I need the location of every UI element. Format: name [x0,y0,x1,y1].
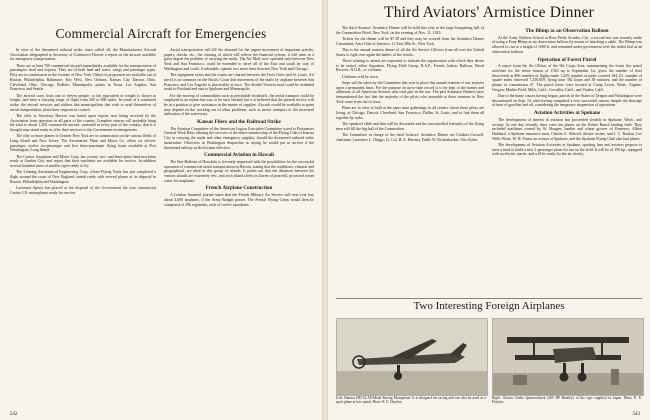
left-page-column-1 [10,48,156,408]
airplane-photo-left-image [337,319,487,395]
left-page-column-2 [164,48,314,408]
body-paragraph: Uniforms will be worn. [342,74,379,79]
foreign-airplanes-heading: Two Interesting Foreign Airplanes [413,300,565,312]
right-page [328,0,650,420]
body-paragraph: For the moving of commodities such as perishable foodstuffs, the aerial transport could be employed to an extent that was, to be sure, limited, but it is believed that the present service will be in a position to give assistance in the matter of supplies. Aircraft would be available to point may depend on the working out of other problems, such as motor transport or the increased utilization of the waterways. [164,93,314,117]
body-paragraph: Plans are in view to hold at the same time gatherings in all centers where these pilots are living, at Chicago, Detroit, Cleveland, San Francisco, Dallas, St. Louis, and to link them all together by radio. [336,106,484,120]
left-page-number: 542 [10,412,18,417]
hanriot-photo-caption: Left: Hanriot HD-32 All-Metal Racing Monoplane. It is designed for racing and can also be used as a sport plane at low speed. Photo N. E. Dreyfus [336,396,486,405]
right-page-number: 543 [632,412,640,417]
gloster-grebe-photo [492,318,644,396]
body-paragraph: The fifty or more planes in Greater New York are in commission on the various fields of Long Island and New Jersey. The Aeromarine Plane and Motor Co. offers six eleven-passenger, twelve six-passenger and five three-passenger flying boats available at Port Washington, Long Island. [10,134,156,153]
body-paragraph: The Curtiss Aeroplane and Motor Corp. has twenty, two- and three-place land machines ready at Garden City, and report that their machines are available for service. In addition several hundred more of smaller types ready to fly. [10,154,156,169]
body-paragraph: This is the annual reunion dinner of all the Air Service Officers from all over the United States to fight over again the battles of the clouds. [336,48,484,57]
body-paragraph: The speaker's table and dais will be decorated and the uncontrolled fraternity of the flying men will fill the big hall of the Commodore. [336,121,484,131]
section-rule [336,298,642,299]
body-paragraph: Due to the many causes having begun, patrols in the States of Oregon and Washington were discontinued on Sept. 10, after having completed a very successful season, despite the shortage of time of gasoline and oil, considering the temporary suspension of operations. [492,94,642,108]
body-paragraph: The offer to Secretary Hoover was based upon reports now being received by the Association from operators in all parts of the country. Complete returns will probably bring the total to about 1,200 commercial aircraft, stationed in every part of the country, that it is thought may stand ready to offer their services to the Government in emergencies. [10,113,156,133]
body-paragraph: Steps will be taken by the Committee this year to place this annual reunion of war aviators upon a permanent basis. For the purpose an up-to-date record is to be kept of the names and addresses of all American Aviators who took part in the war. The past Armistice Dinners have demonstrated the fact that the majority of the pilots who assemble at these reunions in New York come from out of town. [336,81,484,104]
body-paragraph: The equipment exists and the routes are charted between the Twin Cities and St. Louis. Air travel is so common on the Pacific Coast that movement of the mails by airplane between San Francisco and Los Angeles is practicable at once. The Seattle-Victoria mail could be extended south to Portland and east to Spokane and Minneapolis. [164,73,314,92]
gloster-photo-caption: Right: Gloster Grebe Sparrowhawk (200 HP Bentley) of the type supplied to Japan. Photo N. E. Dreyfus [492,396,642,405]
right-page-title: Third Aviators' Armistice Dinner [384,4,594,21]
column-subheading: Kansas Fliers and the Railroad Strike [197,119,281,126]
body-paragraph: A London financial journal states that the French Military Air Service will next year buy about 3,000 airplanes, if the Army Budget passes. The French Flying Corps would then be composed of 296 regiments, each of twelve squadrons. [164,193,314,207]
body-paragraph: The aircraft carry from one to eleven people, so the equivalent in weight is shown in freight, and have a carrying range of flight from 200 to 800 miles. In event of a continued strike, the aircraft services and airlines that municipalities that wish to avail themselves of aerial transportation, place their requests in council. [10,93,156,112]
column-subheading: French Airplane Construction [205,185,273,192]
body-paragraph: A report from the Air Officer of the 9th Corps Area, summarizing the forest fire patrol activities for the entire season of 1923 up to September 1st, gives the number of fires discovered as 906; number of flights made 1,429; number of miles covered 184,111; number of square miles observed 7,230,659; flying time 382 hours and 38 minutes; and the number of planes in commission 47. The patrol bases were located at Camp Lewis, Wash., Eugene, Oregon; Mather Field, Mills, Calif.; Corvallis, Calif.; and Visalia, Calif. [492,64,642,92]
right-page-column-1 [336,26,484,296]
left-page [0,0,322,420]
body-paragraph: The Star-Bulletin of Honolulu is fervently impressed with the possibilities for the successful operation of commercial aerial transportation in Hawaii, stating that the conditions, climatic and geographical, are ideal in this group of islands. It points out that the distances between the various islands are extremely few, and each island offers its haven of peaceful, protected ocean water for seaplanes. [164,159,314,183]
body-paragraph: Lawrence Sperry has placed at the disposal of the Government the four commercial Curtiss J.N. monoplanes ready for service. [10,186,156,195]
body-paragraph: The Lenning Aeronautical Engineering Corp. whose Flying Yacht has just completed a flight around the coast of New England, stands ready with several planes at its disposal in Boston, Philadelphia and Washington. [10,170,156,184]
body-paragraph: The third Aviators' Armistice Dinner will be held this year in the large banqueting hall of the Commodore Hotel, New York, on the evening of Nov. 11, 1923. [336,26,484,35]
body-paragraph: The Committee in charge of the third Aviators' Armistice Dinner are Conbert Crowell, chairman; Lawrence L. Driggs, Lt. Col. H. E. Hartney, Eddie W. Rickenbacker, Otto Kahn. [336,132,484,142]
right-page-column-2 [492,26,642,296]
body-paragraph: The Aviation Committee of the American Legion Executive Committee wired to Postmaster General Work Hays offering the services of the entire membership of the Flying Club of Kansas City in carrying the mails and other emergency supplies, should the threatened railroad strike materialize. Observers in Washington despatches as saying he would put in service if the threatened railway strike became effective. [164,126,314,150]
body-paragraph: The development of Aviation Activities at Spokane, sporting fans and aviators propose to raise a fund to build a new 2-passenger plane for use on the field. It will be of 150 hp., equipped with an electric starter, and will be ready for the air shortly. [492,142,642,157]
body-paragraph: Aerial transportation will fill the demand for the urgent movement of important articles, papers, checks, etc., the clearing of which will relieve the financial system; it will meet in a great degree the problem of carrying the mails. The Air Mail, now operated only between New York and San Francisco, could be extended to serve all of the East and south by way of Washington and could, if advisable, operate two more lines between New York and Chicago. [164,48,314,71]
airplane-photo-right-image [493,319,643,395]
column-subheading: The Blimp as an Observation Balloon [525,28,609,34]
body-paragraph: At the Army Balloon School at Ross Field, Arcadia, Cal., a second test was recently made of using a Pony Blimp as an observation balloon by means of attaching a cable. The Blimp was allowed to rise to a height of 1000 ft. and remained under government over the initial trial as an observation balloon. [492,35,642,54]
column-subheading: Operation of Forest Patrol [537,56,597,63]
hanriot-monoplane-photo [336,318,488,396]
body-paragraph: The development of interest in aviation has proceeded steadily in Spokane, Wash., and vicinity. In one day recently there were ten planes on the Parker Ranch landing field. They included machines owned by W. Haugen, banker and wheat grower of Pomeroy; Albert Hubbard, a Spokane insurance man, Charles E. Sidwell, theatre owner, and J. C. Rankin. Lee Wells Waite, W. H. Fruen, an aviator of Spokane, and the Spokane Flying Club also had planes. [492,117,642,141]
body-paragraph: Those wishing to attend are requested to indicate the organization with which they desire to be seated, either Squadron, Flying Field Group, R.A.F., French, Italian, Balloon, Naval Reserve, N.O.R., or civilians. [336,59,484,73]
column-subheading: Commercial Aviation in Hawaii [204,152,274,159]
body-paragraph: In view of the threatened railroad strike, since called off, the Manufacturers Aircraft Association telegraphed to Secretary of Commerce Hoover a report on the aircraft available for emergency transportation. [10,48,156,62]
body-paragraph: Tickets for the dinner will be $7.50 and they may be secured from the Armistice Dinner Committee, Aero Club of America, 11 East 38th St., New York. [336,37,484,46]
body-paragraph: There are at least 700 commercial aircraft immediately available for the transportation of passengers, mail and express. They are of both land and water, wings and passenger types. Fifty are in commission in the vicinity of New York. Others in proportion are available out of Boston, Philadelphia, Baltimore, Key West, New Orleans, Kansas City, Dayton, Ohio, Cleveland, Ohio, Chicago, Buffalo, Minneapolis, points in Texas, Los Angeles, San Francisco and Seattle. [10,63,156,92]
column-subheading: Aviation Activities at Spokane [533,110,601,117]
left-page-title: Commercial Aircraft for Emergencies [55,26,267,41]
